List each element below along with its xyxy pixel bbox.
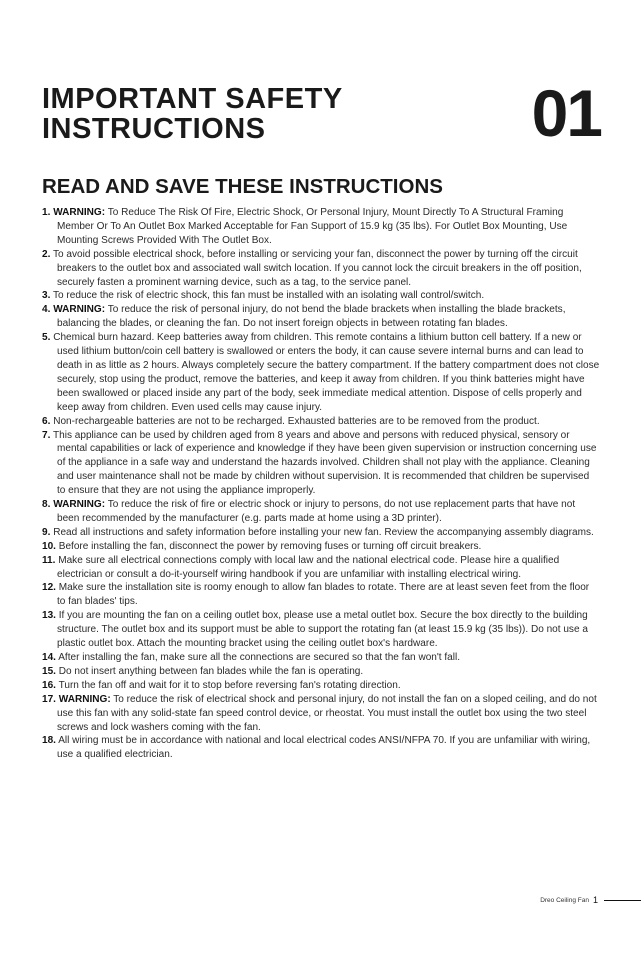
page-footer — [540, 893, 641, 907]
item-number: 10. — [42, 540, 56, 552]
item-text: Do not insert anything between fan blades while the fan is operating. — [58, 665, 364, 677]
list-item — [42, 429, 600, 499]
list-item — [42, 331, 600, 414]
list-item — [42, 679, 600, 693]
item-number: 6. — [42, 415, 51, 427]
item-number: 9. — [42, 526, 51, 538]
list-item — [42, 665, 600, 679]
item-number: 15. — [42, 665, 56, 677]
item-number: 14. — [42, 652, 56, 663]
item-text: To reduce the risk of personal injury, do not bend the blade brackets when installing the blade brackets, balancing the blades, or cleaning the fan. Do not insert foreign objects in between rotating fan blades. — [57, 304, 566, 330]
item-number: 1. — [42, 207, 51, 218]
item-text: To avoid possible electrical shock, before installing or servicing your fan, disconnect the power by turning off the circuit breakers to the outlet box and associated wall switch location. If you cannot lock the circuit breakers in the off position, securely fasten a prominent warning device, such as a tag, to the service panel. — [53, 248, 582, 288]
list-item — [42, 206, 600, 248]
item-text: To reduce the risk of fire or electric shock or injury to persons, do not use replacement parts that have not been recommended by the manufacturer (e.g. parts made at home using a 3D printer). — [57, 499, 576, 524]
warning-label: WARNING: — [53, 304, 106, 316]
list-item — [42, 554, 600, 582]
item-text: Non-rechargeable batteries are not to be recharged. Exhausted batteries are to be removed from the product. — [53, 415, 540, 427]
item-number: 7. — [42, 429, 51, 441]
item-text: Chemical burn hazard. Keep batteries away from children. This remote contains a lithium button cell battery. If a new or used lithium button/coin cell battery is swallowed or enters the body, it can cause severe internal burns and can lead to death in as little as 2 hours. Always completely secure the battery compartment. If the battery compartment does not close securely, stop using the product, remove the batteries, and keep it away from children. If you think batteries might have been swallowed or placed inside any part of the body, seek immediate medical attention. Dispose of cells properly and keep away from children. Even used cells may cause injury. — [53, 332, 600, 413]
item-number: 2. — [42, 248, 51, 260]
item-text: To reduce the risk of electric shock, this fan must be installed with an isolating wall control/switch. — [53, 290, 485, 302]
list-item — [42, 651, 600, 665]
item-text: To reduce the risk of electrical shock and personal injury, do not install the fan on a sloped ceiling, and do not use this fan with any solid-state fan speed control device, or rheostat. You must install the outlet box using the two steel screws and lock washers coming with the fan. — [57, 693, 597, 733]
item-text: Read all instructions and safety information before installing your new fan. Review the accompanying assembly diagrams. — [53, 526, 594, 538]
list-item — [42, 526, 600, 540]
item-text: After installing the fan, make sure all the connections are secured so that the fan won't fall. — [58, 652, 461, 663]
item-text: Turn the fan off and wait for it to stop before reversing fan's rotating direction. — [58, 679, 401, 691]
item-text: All wiring must be in accordance with national and local electrical codes ANSI/NFPA 70. If you are unfamiliar with wiring, use a qualified electrician. — [57, 735, 591, 761]
item-number: 17. — [42, 693, 56, 705]
item-number: 13. — [42, 610, 56, 622]
item-number: 5. — [42, 332, 51, 344]
section-number: 01 — [531, 76, 601, 150]
list-item — [42, 734, 600, 762]
item-text: Make sure the installation site is roomy enough to allow fan blades to rotate. There are at least seven feet from the floor to fan blades' tips. — [57, 582, 590, 608]
item-number: 12. — [42, 582, 56, 594]
item-number: 3. — [42, 290, 51, 302]
list-item — [42, 609, 600, 651]
page-title — [42, 84, 343, 144]
footer-rule — [604, 900, 641, 901]
section-heading: READ AND SAVE THESE INSTRUCTIONS — [42, 175, 443, 198]
list-item — [42, 248, 600, 290]
item-text: If you are mounting the fan on a ceiling outlet box, please use a metal outlet box. Secure the box directly to the building structure. The outlet box and its support must be able to support the rotating fan (at least 15.9 kg (35 lbs)). Do not use a plastic outlet box. Attach the mounting bracket using the ceiling outlet box's hardware. — [57, 610, 588, 650]
warning-label: WARNING: — [58, 693, 111, 705]
list-item — [42, 303, 600, 331]
item-text: To Reduce The Risk Of Fire, Electric Shock, Or Personal Injury, Mount Directly To A Structural Framing Member Or To An Outlet Box Marked Acceptable for Fan Support of 15.9 kg (35 lbs). For Outlet Box Mounting, Use Mounting Screws Provided With The Outlet Box. — [57, 207, 568, 246]
item-number: 4. — [42, 304, 51, 316]
item-number: 18. — [42, 735, 56, 747]
list-item — [42, 581, 600, 609]
instructions-list — [42, 206, 600, 762]
list-item — [42, 540, 600, 554]
item-text: Before installing the fan, disconnect the power by removing fuses or turning off circuit breakers. — [58, 540, 482, 552]
warning-label: WARNING: — [53, 207, 106, 218]
page-number: 1 — [592, 895, 598, 905]
list-item — [42, 415, 600, 429]
page-title-line-2: INSTRUCTIONS — [42, 113, 266, 145]
list-item — [42, 289, 600, 303]
item-number: 8. — [42, 499, 51, 511]
item-number: 11. — [42, 554, 56, 566]
list-item — [42, 693, 600, 735]
warning-label: WARNING: — [53, 499, 106, 511]
footer-product-name: Dreo Ceiling Fan — [540, 896, 589, 904]
list-item — [42, 498, 600, 526]
page-title-line-1: IMPORTANT SAFETY — [42, 83, 343, 115]
item-text: Make sure all electrical connections comply with local law and the national electrical code. Please hire a qualified electrician or consult a do-it-yourself wiring handbook if you are unfamiliar with installing electrical wiring. — [57, 554, 560, 580]
item-number: 16. — [42, 679, 56, 691]
item-text: This appliance can be used by children aged from 8 years and above and persons with reduced physical, sensory or mental capabilities or lack of experience and knowledge if they have been given supervision or instruction concerning use of the appliance in a safe way and understand the hazards involved. Children shall not play with the appliance. Cleaning and user maintenance shall not be made by children without supervision. It is recommended that children be supervised to ensure that they are not using the appliance improperly. — [53, 429, 597, 497]
